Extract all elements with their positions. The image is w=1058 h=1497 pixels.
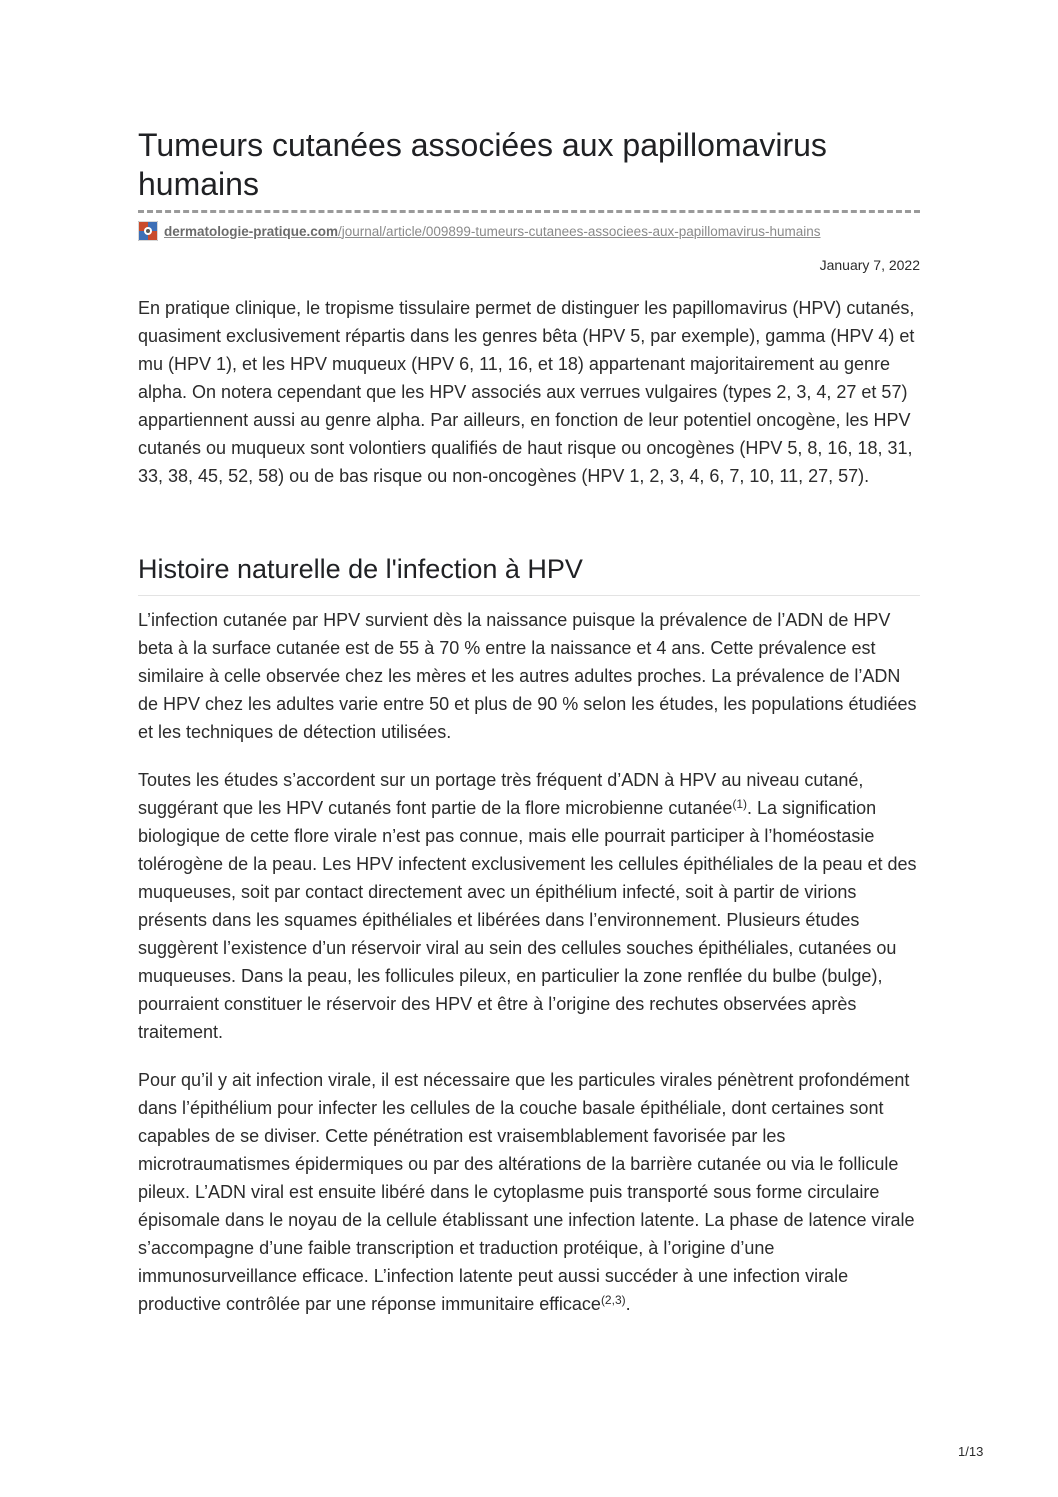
- body-paragraph-2-text-b: . La signification biologique de cette flore virale n’est pas connue, mais elle pourrait participer à l’homéostasie tolérogène de la peau. Les HPV infectent exclusivement les cellules épithéliales de la peau et des muqueuses, soit par contact directement avec un épithélium infecté, soit à partir de virions présents dans les squames épithéliales et libérées dans l’environnement. Plusieurs études suggèrent l’existence d’un réservoir viral au sein des cellules souches épithéliales, cutanées ou muqueuses. Dans la peau, les follicules pileux, en particulier la zone renflée du bulbe (bulge), pourraient constituer le réservoir des HPV et être à l’origine des rechutes observées après traitement.: [138, 798, 917, 1042]
- section-divider: [138, 595, 920, 596]
- page-number: 1/13: [958, 1444, 984, 1459]
- publication-date: January 7, 2022: [819, 257, 920, 273]
- title-dashed-divider: [138, 210, 920, 213]
- body-paragraph-3-text-a: Pour qu’il y ait infection virale, il est nécessaire que les particules virales pénètrent profondément dans l’épithélium pour infecter les cellules de la couche basale épithéliale, dont certaines sont capables de se diviser. Cette pénétration est vraisemblablement favorisée par les microtraumatismes épidermiques ou par des altérations de la barrière cutanée ou via le follicule pileux. L’ADN viral est ensuite libéré dans le cytoplasme puis transporté sous forme circulaire épisomale dans le noyau de la cellule établissant une infection latente. La phase de latence virale s’accompagne d’une faible transcription et traduction protéique, à l’origine d’une immunosurveillance efficace. L’infection latente peut aussi succéder à une infection virale productive contrôlée par une réponse immunitaire efficace: [138, 1070, 915, 1314]
- section-heading: Histoire naturelle de l'infection à HPV: [138, 554, 583, 584]
- body-paragraph-2: [138, 766, 922, 1046]
- body-paragraph-3-text-b: .: [625, 1294, 631, 1314]
- source-line: [138, 220, 920, 242]
- source-path: /journal/article/009899-tumeurs-cutanees-associees-aux-papillomavirus-humains: [338, 223, 821, 239]
- source-link[interactable]: [164, 224, 821, 239]
- article-title: Tumeurs cutanées associées aux papillomavirus humains: [138, 127, 827, 202]
- intro-paragraph: En pratique clinique, le tropisme tissulaire permet de distinguer les papillomavirus (HPV) cutanés, quasiment exclusivement répartis dans les genres bêta (HPV 5, par exemple), gamma (HPV 4) et mu (HPV 1), et les HPV muqueux (HPV 6, 11, 16, et 18) appartenant majoritairement au genre alpha. On notera cependant que les HPV associés aux verrues vulgaires (types 2, 3, 4, 27 et 57) appartiennent aussi au genre alpha. Par ailleurs, en fonction de leur potentiel oncogène, les HPV cutanés ou muqueux sont volontiers qualifiés de haut risque ou oncogènes (HPV 5, 8, 16, 18, 31, 33, 38, 45, 52, 58) ou de bas risque ou non-oncogènes (HPV 1, 2, 3, 4, 6, 7, 10, 11, 27, 57).: [138, 298, 915, 486]
- reference-1[interactable]: (1): [732, 797, 748, 811]
- body-paragraph-1: L’infection cutanée par HPV survient dès la naissance puisque la prévalence de l’ADN de HPV beta à la surface cutanée est de 55 à 70 % entre la naissance et 4 ans. Cette prévalence est similaire à celle observée chez les mères et les autres adultes proches. La prévalence de l’ADN de HPV chez les adultes varie entre 50 et plus de 90 % selon les études, les populations étudiées et les techniques de détection utilisées.: [138, 610, 917, 742]
- site-favicon-icon: [138, 221, 158, 241]
- source-domain: dermatologie-pratique.com: [164, 223, 339, 239]
- body-paragraph-2-text-a: Toutes les études s’accordent sur un portage très fréquent d’ADN à HPV au niveau cutané, suggérant que les HPV cutanés font partie de la flore microbienne cutanée: [138, 770, 864, 818]
- body-paragraph-3: [138, 1066, 922, 1318]
- reference-2-3[interactable]: (2,3): [600, 1293, 626, 1307]
- document-page: [138, 0, 920, 1497]
